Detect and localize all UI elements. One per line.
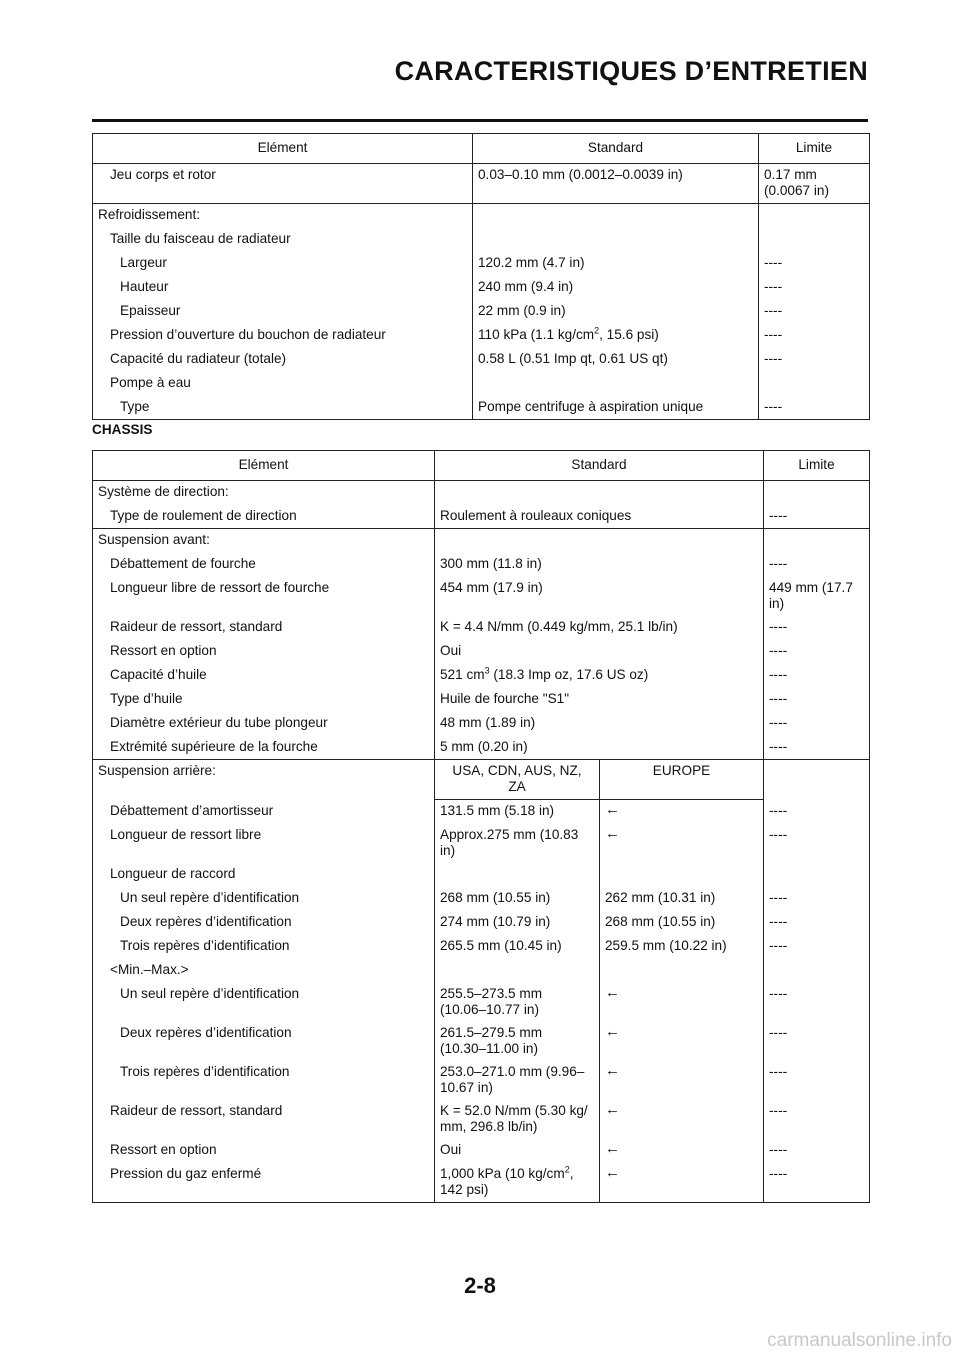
- table-row: Raideur de ressort, standard K = 4.4 N/mm (0.449 kg/mm, 25.1 lb/in) ----: [93, 616, 870, 640]
- chassis-spec-table: [92, 450, 870, 1203]
- same-as-left-arrow: ←: [600, 1139, 764, 1163]
- group-label: Système de direction:: [98, 484, 229, 499]
- table-row: Deux repères d’identification 274 mm (10.79 in) 268 mm (10.55 in) ----: [93, 911, 870, 935]
- table-row: Longueur de ressort libre Approx.275 mm (10.83 in) ← ----: [93, 824, 870, 863]
- header-element: Elément: [93, 451, 435, 481]
- table-row: Largeur 120.2 mm (4.7 in) ----: [93, 252, 870, 276]
- section-heading-chassis: CHASSIS: [92, 422, 153, 437]
- table-row: Epaisseur 22 mm (0.9 in) ----: [93, 300, 870, 324]
- table-row: [93, 228, 870, 252]
- table-row: Type Pompe centrifuge à aspiration unique ----: [93, 396, 870, 420]
- table-header-row: [93, 451, 870, 481]
- table-row: Capacité du radiateur (totale) 0.58 L (0.51 Imp qt, 0.61 US qt) ----: [93, 348, 870, 372]
- table-row: [93, 481, 870, 505]
- header-element: Elément: [93, 134, 473, 164]
- row-label: Jeu corps et rotor: [110, 167, 216, 182]
- header-standard: Standard: [473, 134, 759, 164]
- table-row: Capacité d’huile 521 $cm^3$ (18.3 Imp oz, 17.6 US oz) ----: [93, 664, 870, 688]
- table-row: Type d’huile Huile de fourche "S1" ----: [93, 688, 870, 712]
- title-rule: [92, 119, 868, 122]
- row-limit: 0.17 mm (0.0067 in): [759, 164, 870, 204]
- table-row: Un seul repère d’identification 255.5–273.5 mm (10.06–10.77 in) ← ----: [93, 983, 870, 1022]
- table-row: Diamètre extérieur du tube plongeur 48 mm (1.89 in) ----: [93, 712, 870, 736]
- same-as-left-arrow: ←: [600, 1061, 764, 1100]
- subgroup-label: Taille du faisceau de radiateur: [110, 230, 291, 246]
- table-row: Hauteur 240 mm (9.4 in) ----: [93, 276, 870, 300]
- table-row: Pression du gaz enfermé 1,000 kPa (10 $kg/cm^2$, 142 psi) ← ----: [93, 1163, 870, 1203]
- table-row: Débattement de fourche 300 mm (11.8 in) ----: [93, 553, 870, 577]
- table-row: Longueur libre de ressort de fourche 454 mm (17.9 in) 449 mm (17.7 in): [93, 577, 870, 616]
- table-row: <Min.–Max.>: [93, 959, 870, 983]
- watermark: carmanualsonline.info: [767, 1330, 952, 1351]
- table-row: Un seul repère d’identification 268 mm (10.55 in) 262 mm (10.31 in) ----: [93, 887, 870, 911]
- column-usa: USA, CDN, AUS, NZ, ZA: [435, 760, 600, 800]
- page-title: CARACTERISTIQUES D’ENTRETIEN: [394, 56, 868, 86]
- same-as-left-arrow: ←: [600, 1163, 764, 1203]
- same-as-left-arrow: ←: [600, 800, 764, 824]
- same-as-left-arrow: ←: [600, 983, 764, 1022]
- group-label: Suspension avant:: [93, 529, 435, 553]
- table-row: Ressort en option Oui ← ----: [93, 1139, 870, 1163]
- header-limit: Limite: [764, 451, 870, 481]
- table-row: Débattement d’amortisseur 131.5 mm (5.18 in) ← ----: [93, 800, 870, 824]
- page-number: 2-8: [464, 1273, 496, 1298]
- same-as-left-arrow: ←: [600, 1100, 764, 1139]
- table-row: Deux repères d’identification 261.5–279.5 mm (10.30–11.00 in) ← ----: [93, 1022, 870, 1061]
- header-limit: Limite: [759, 134, 870, 164]
- table-row: [93, 164, 870, 204]
- table-row: Ressort en option Oui ----: [93, 640, 870, 664]
- table-row: Longueur de raccord: [93, 863, 870, 887]
- table-row: [93, 760, 870, 800]
- row-standard: 0.03–0.10 mm (0.0012–0.0039 in): [473, 164, 759, 204]
- table-row: [93, 204, 870, 228]
- table-row: Trois repères d’identification 253.0–271.0 mm (9.96– 10.67 in) ← ----: [93, 1061, 870, 1100]
- table-row: Raideur de ressort, standard K = 52.0 N/mm (5.30 kg/ mm, 296.8 lb/in) ← ----: [93, 1100, 870, 1139]
- header-standard: Standard: [435, 451, 764, 481]
- table-row: Type de roulement de direction Roulement à rouleaux coniques ----: [93, 505, 870, 529]
- table-header-row: [93, 134, 870, 164]
- same-as-left-arrow: ←: [600, 824, 764, 863]
- column-europe: EUROPE: [600, 760, 764, 800]
- cooling-spec-table: [92, 133, 870, 420]
- same-as-left-arrow: ←: [600, 1022, 764, 1061]
- table-row: Pression d’ouverture du bouchon de radiateur 110 kPa (1.1 $kg/cm^2$, 15.6 psi) ----: [93, 324, 870, 348]
- table-row: Pompe à eau: [93, 372, 870, 396]
- group-label: Refroidissement:: [93, 204, 473, 228]
- table-row: Extrémité supérieure de la fourche 5 mm (0.20 in) ----: [93, 736, 870, 760]
- group-label: Suspension arrière:: [93, 760, 435, 800]
- table-row: Trois repères d’identification 265.5 mm (10.45 in) 259.5 mm (10.22 in) ----: [93, 935, 870, 959]
- table-row: [93, 529, 870, 553]
